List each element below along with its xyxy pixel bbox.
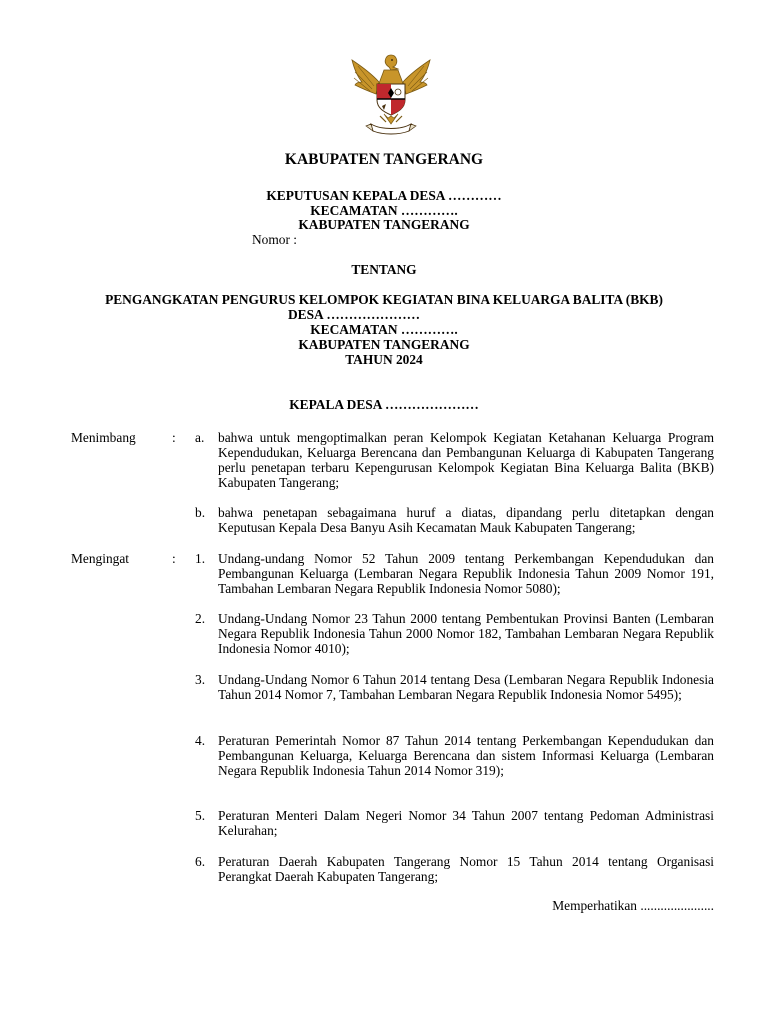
decree-title-line3: KABUPATEN TANGERANG (298, 217, 470, 232)
recalling-item-mark: 6. (195, 854, 206, 869)
decree-title-line1: KEPUTUSAN KEPALA DESA ………… (266, 188, 502, 203)
recalling-item-mark: 1. (195, 551, 206, 566)
considering-item-text: bahwa untuk mengoptimalkan peran Kelompok Kegiatan Ketahanan Keluarga Program Kependudukan, Keluarga Berencana dan Pembangunan Keluarga di Kabupaten Tangerang perlu penetapan terbaru Kepengurusan Kelompok Kegiatan Bina Keluarga Balita (BKB) Kabupaten Tangerang; (218, 430, 714, 490)
recalling-colon: : (172, 551, 176, 566)
considering-item-mark: a. (195, 430, 205, 445)
subject-line5: TAHUN 2024 (345, 352, 423, 367)
considering-item-text: bahwa penetapan sebagaimana huruf a diatas, dipandang perlu ditetapkan dengan Keputusan Kepala Desa Banyu Asih Kecamatan Mauk Kabupaten Tangerang; (218, 505, 714, 535)
recalling-item-text: Peraturan Pemerintah Nomor 87 Tahun 2014 tentang Perkembangan Kependudukan dan Pembangunan Keluarga, Keluarga Berencana dan sistem Informasi Keluarga (Lembaran Negara Republik Indonesia Tahun 2014 Nomor 319); (218, 733, 714, 778)
recalling-item-text: Undang-undang Nomor 52 Tahun 2009 tentang Perkembangan Kependudukan dan Pembangunan Keluarga (Lembaran Negara Republik Indonesia Tahun 2009 Nomor 191, Tambahan Lembaran Negara Republik Indonesia Nomor 5080); (218, 551, 714, 596)
recalling-item-text: Peraturan Menteri Dalam Negeri Nomor 34 Tahun 2007 tentang Pedoman Administrasi Kelurahan; (218, 808, 714, 838)
subject-line2: DESA ………………… (288, 307, 421, 322)
subject-line1: PENGANGKATAN PENGURUS KELOMPOK KEGIATAN BINA KELUARGA BALITA (BKB) (105, 292, 663, 307)
recalling-item-text: Peraturan Daerah Kabupaten Tangerang Nomor 15 Tahun 2014 tentang Organisasi Perangkat Daerah Kabupaten Tangerang; (218, 854, 714, 884)
recalling-item-mark: 3. (195, 672, 206, 687)
considering-item-mark: b. (195, 505, 206, 520)
considering-label: Menimbang (71, 430, 136, 445)
recalling-item-mark: 2. (195, 611, 206, 626)
subject-heading: TENTANG (351, 262, 417, 277)
subject-line3: KECAMATAN …………. (310, 322, 458, 337)
recalling-item-mark: 5. (195, 808, 206, 823)
subject-line4: KABUPATEN TANGERANG (298, 337, 470, 352)
decree-title-line2: KECAMATAN …………. (310, 203, 458, 218)
authority-heading: KEPALA DESA ………………… (289, 397, 479, 412)
recalling-item-mark: 4. (195, 733, 206, 748)
recalling-item-text: Undang-Undang Nomor 23 Tahun 2000 tentang Pembentukan Provinsi Banten (Lembaran Negara Republik Indonesia Tahun 2000 Nomor 182, Tambahan Lembaran Negara Republik Indonesia Nomor 4010); (218, 611, 714, 656)
garuda-emblem-icon (346, 52, 436, 136)
recalling-item-text: Undang-Undang Nomor 6 Tahun 2014 tentang Desa (Lembaran Negara Republik Indonesia Tahun 2014 Nomor 7, Tambahan Lembaran Negara Republik Indonesia Nomor 5495); (218, 672, 714, 702)
observing-label: Memperhatikan ...................... (552, 898, 714, 913)
recalling-label: Mengingat (71, 551, 130, 566)
considering-colon: : (172, 430, 176, 445)
institution-title: KABUPATEN TANGERANG (284, 151, 484, 168)
decree-number-label: Nomor : (252, 232, 298, 247)
